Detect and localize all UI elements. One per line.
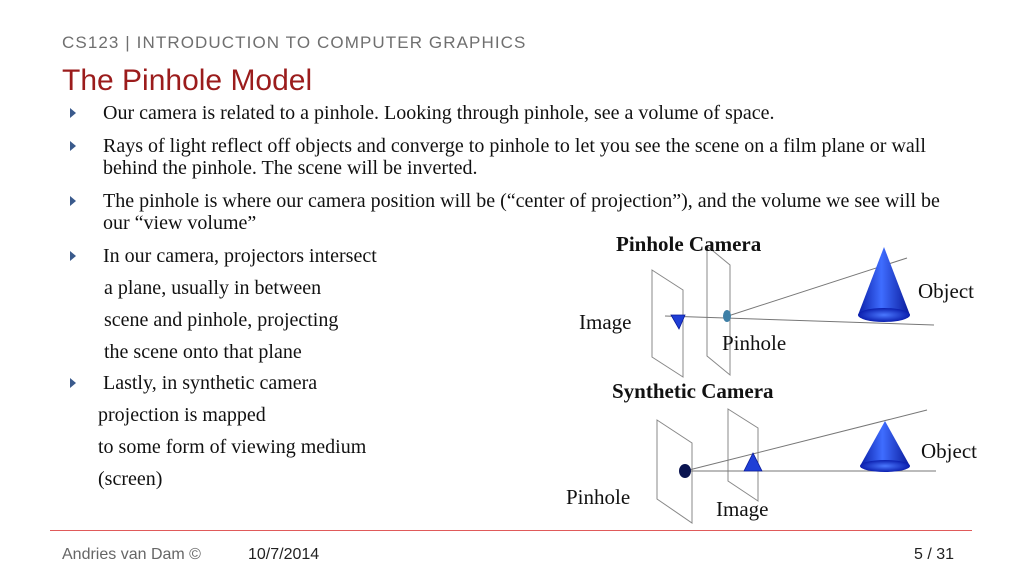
bullet-arrow-icon xyxy=(70,141,76,151)
slide-title: The Pinhole Model xyxy=(62,64,313,97)
footer-date: 10/7/2014 xyxy=(248,546,320,563)
camera-diagram xyxy=(540,225,1000,530)
object-cone-icon xyxy=(858,247,910,322)
bullet-text: In our camera, projectors intersect xyxy=(103,245,377,267)
footer-author: Andries van Dam © xyxy=(62,546,201,563)
pinhole-image-label: Image xyxy=(579,310,632,334)
pinhole-dot-icon xyxy=(679,464,691,478)
bullet-arrow-icon xyxy=(70,108,76,118)
bullet-continuation: the scene onto that plane xyxy=(104,341,302,363)
bullet-text: Our camera is related to a pinhole. Looking through pinhole, see a volume of space. xyxy=(103,102,775,124)
object-cone-icon xyxy=(860,421,910,472)
bullet-arrow-icon xyxy=(70,251,76,261)
bullet-text: Lastly, in synthetic camera xyxy=(103,372,318,394)
pinhole-camera-figure xyxy=(652,246,934,377)
synthetic-object-label: Object xyxy=(921,439,977,463)
bullet-continuation: to some form of viewing medium xyxy=(98,436,367,458)
bullet-continuation: a plane, usually in between xyxy=(104,277,322,299)
bullet-continuation: scene and pinhole, projecting xyxy=(104,309,339,331)
pinhole-object-label: Object xyxy=(918,279,974,303)
bullet-arrow-icon xyxy=(70,196,76,206)
synthetic-pinhole-label: Pinhole xyxy=(566,485,631,509)
pinhole-dot-icon xyxy=(723,310,731,322)
synthetic-camera-title: Synthetic Camera xyxy=(612,379,774,403)
bullet-continuation: projection is mapped xyxy=(98,404,266,426)
pinhole-camera-title: Pinhole Camera xyxy=(616,232,762,256)
synthetic-image-label: Image xyxy=(716,497,769,521)
bullet-text: Rays of light reflect off objects and converge to pinhole to let you see the scene on a film plane or wall behind the pinhole. The scene will be inverted. xyxy=(103,135,926,179)
footer-divider xyxy=(50,530,972,531)
bullet-arrow-icon xyxy=(70,378,76,388)
synthetic-camera-figure xyxy=(657,409,936,523)
page-number: 5 / 31 xyxy=(914,546,955,563)
bullet-continuation: (screen) xyxy=(98,468,163,490)
course-header: CS123 | INTRODUCTION TO COMPUTER GRAPHICS xyxy=(62,33,527,52)
bullet-text: The pinhole is where our camera position will be (“center of projection”), and the volume we see will be our “view volume” xyxy=(103,190,940,234)
pinhole-pinhole-label: Pinhole xyxy=(722,331,787,355)
